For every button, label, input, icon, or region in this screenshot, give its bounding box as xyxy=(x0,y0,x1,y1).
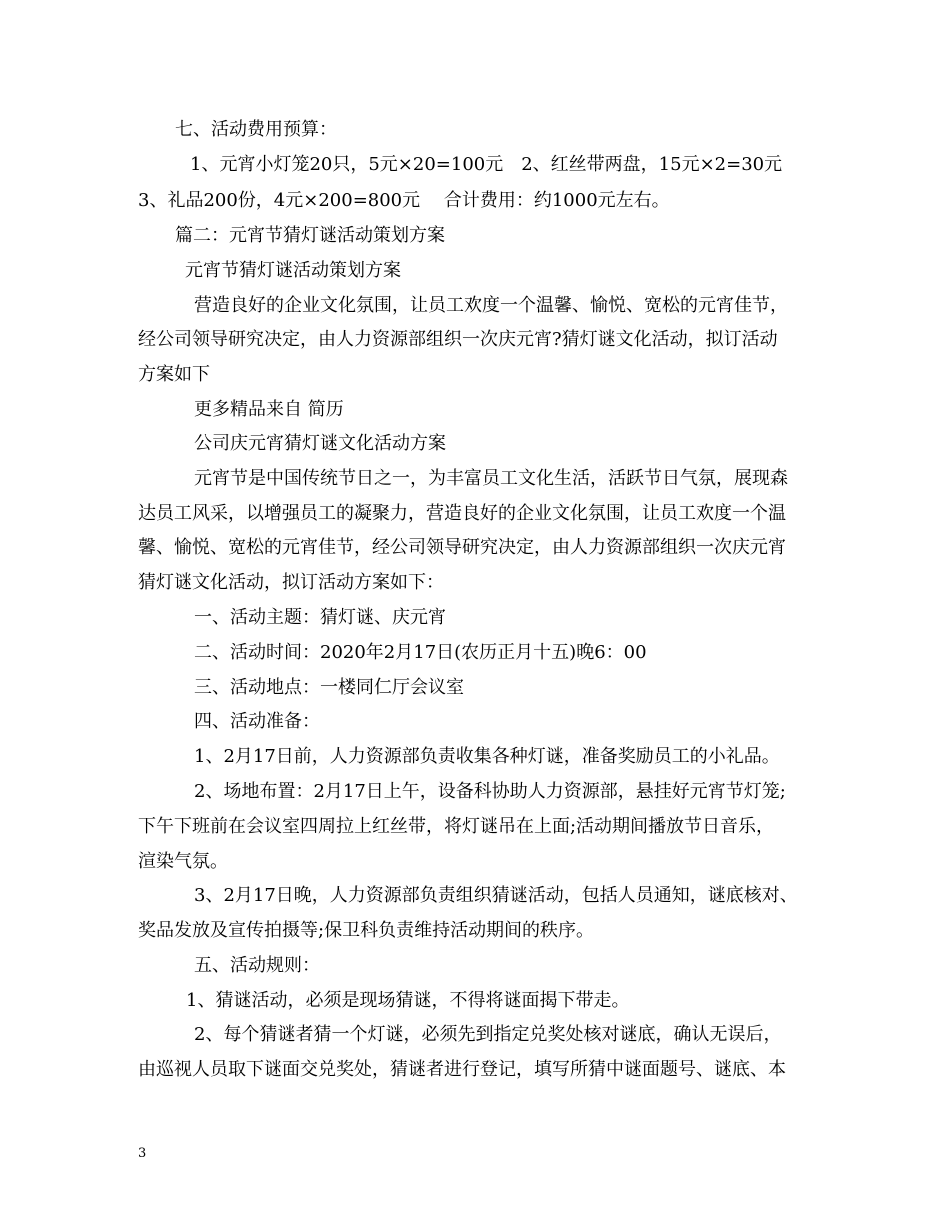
rule-line: 1、猜谜活动，必须是现场猜谜，不得将谜面揭下带走。 xyxy=(186,990,630,1011)
section-heading-budget: 七、活动费用预算： xyxy=(175,119,337,140)
preparation-line: 2、场地布置：2月17日上午，设备科协助人力资源部，悬挂好元宵节灯笼; xyxy=(194,781,786,802)
preparation-line: 1、2月17日前，人力资源部负责收集各种灯谜，准备奖励员工的小礼品。 xyxy=(194,746,780,767)
preparation-line: 下午下班前在会议室四周拉上红丝带，将灯谜吊在上面;活动期间播放节日音乐， xyxy=(138,816,775,837)
article-heading: 篇二：元宵节猜灯谜活动策划方案 xyxy=(175,225,445,246)
rule-line: 由巡视人员取下谜面交兑奖处，猜谜者进行登记，填写所猜中谜面题号、谜底、本 xyxy=(138,1059,786,1080)
preparation-line: 渲染气氛。 xyxy=(138,851,228,872)
rule-line: 2、每个猜谜者猜一个灯谜，必须先到指定兑奖处核对谜底，确认无误后， xyxy=(194,1024,782,1045)
paragraph-line: 经公司领导研究决定，由人力资源部组织一次庆元宵?猜灯谜文化活动，拟订活动 xyxy=(138,329,778,350)
item-theme: 一、活动主题：猜灯谜、庆元宵 xyxy=(194,607,446,628)
paragraph-line: 元宵节是中国传统节日之一，为丰富员工文化生活，活跃节日气氛，展现森 xyxy=(194,468,788,489)
source-note: 更多精品来自 简历 xyxy=(194,399,344,420)
paragraph-line: 达员工风采，以增强员工的凝聚力，营造良好的企业文化氛围，让员工欢度一个温 xyxy=(138,503,786,524)
budget-line: 1、元宵小灯笼20只，5元×20=100元 2、红丝带两盘，15元×2=30元 xyxy=(190,154,783,175)
paragraph-line: 营造良好的企业文化氛围，让员工欢度一个温馨、愉悦、宽松的元宵佳节， xyxy=(194,295,788,316)
item-time: 二、活动时间：2020年2月17日(农历正月十五)晚6：00 xyxy=(194,642,647,663)
preparation-line: 3、2月17日晚，人力资源部负责组织猜谜活动，包括人员通知，谜底核对、 xyxy=(194,885,798,906)
section-heading-preparation: 四、活动准备： xyxy=(194,711,320,732)
paragraph-line: 方案如下 xyxy=(138,364,210,385)
paragraph-line: 馨、愉悦、宽松的元宵佳节，经公司领导研究决定，由人力资源部组织一次庆元宵 xyxy=(138,537,786,558)
budget-line: 3、礼品200份，4元×200=800元 合计费用：约1000元左右。 xyxy=(138,190,670,211)
page-number: 3 xyxy=(138,1146,147,1161)
article-title: 元宵节猜灯谜活动策划方案 xyxy=(185,260,401,281)
section-heading-rules: 五、活动规则： xyxy=(194,955,320,976)
paragraph-line: 猜灯谜文化活动，拟订活动方案如下： xyxy=(138,572,444,593)
preparation-line: 奖品发放及宣传拍摄等;保卫科负责维持活动期间的秩序。 xyxy=(138,920,595,941)
plan-title: 公司庆元宵猜灯谜文化活动方案 xyxy=(194,433,446,454)
item-location: 三、活动地点：一楼同仁厅会议室 xyxy=(194,677,464,698)
